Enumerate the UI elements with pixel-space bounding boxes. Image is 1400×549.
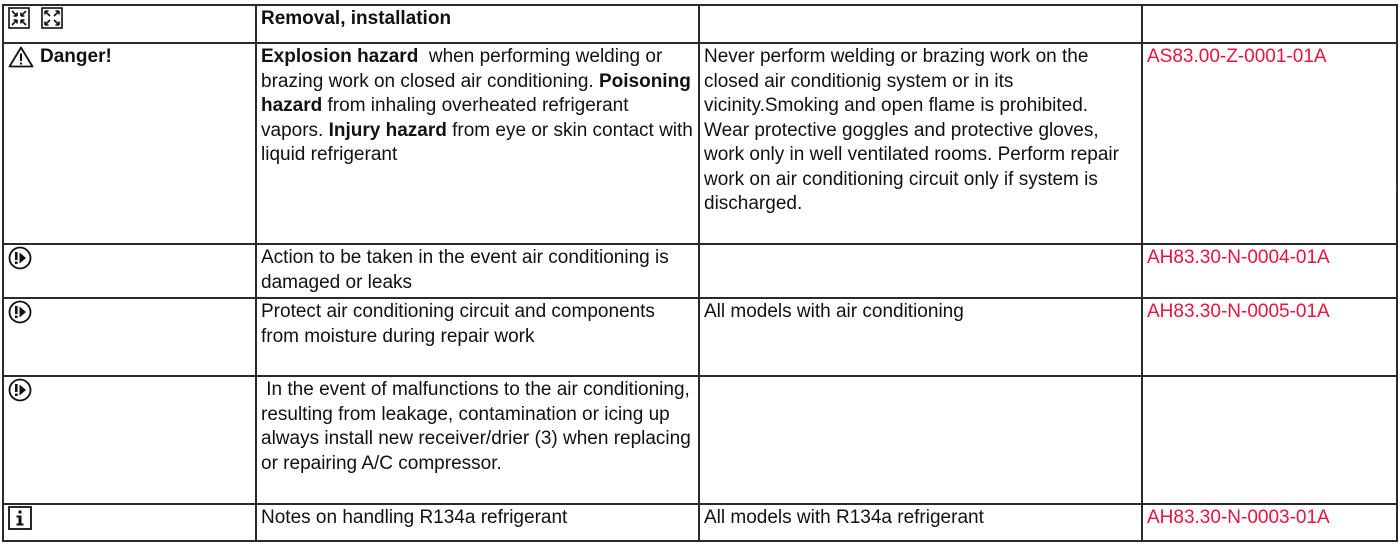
applies-to-cell bbox=[699, 244, 1142, 298]
icon-cell bbox=[3, 298, 256, 376]
hazard-title: Injury hazard bbox=[328, 119, 447, 141]
icon-cell bbox=[3, 504, 256, 541]
table-row bbox=[3, 504, 1397, 541]
hazard-text: when performing welding or brazing work on closed air conditioning. bbox=[261, 46, 668, 92]
header-empty-cell bbox=[1142, 5, 1397, 43]
header-empty-cell bbox=[699, 5, 1142, 43]
applies-to-cell bbox=[699, 376, 1142, 504]
notice-circle-icon bbox=[8, 300, 32, 324]
row-description: Notes on handling R134a refrigerant bbox=[256, 504, 699, 541]
applies-to-cell: All models with air conditioning bbox=[699, 298, 1142, 376]
header-icon-cell bbox=[3, 5, 256, 43]
notice-circle-icon bbox=[8, 378, 32, 402]
document-reference-link[interactable]: AS83.00-Z-0001-01A bbox=[1142, 43, 1397, 244]
applies-to-cell: Never perform welding or brazing work on the closed air conditionig system or in its vicinity.Smoking and open flame is prohibited. Wear protective goggles and protective gloves, work only in well ventilated rooms. Perform repair work on air conditioning circuit only if system is discharged. bbox=[699, 43, 1142, 244]
table-row bbox=[3, 298, 1397, 376]
icon-cell bbox=[3, 244, 256, 298]
table-row bbox=[3, 43, 1397, 244]
table-row bbox=[3, 244, 1397, 298]
danger-label: Danger! bbox=[40, 46, 112, 67]
hazard-text: from eye or skin contact with liquid refrigerant bbox=[261, 119, 693, 165]
header-title: Removal, installation bbox=[256, 5, 699, 43]
danger-cell bbox=[3, 43, 256, 244]
document-reference-link[interactable]: AH83.30-N-0003-01A bbox=[1142, 504, 1397, 541]
removal-icon bbox=[8, 7, 30, 29]
document-reference-cell bbox=[1142, 376, 1397, 504]
hazard-description bbox=[256, 43, 699, 244]
document-reference-link[interactable]: AH83.30-N-0004-01A bbox=[1142, 244, 1397, 298]
hazard-title: Poisoning hazard bbox=[261, 70, 691, 116]
edge-mark bbox=[1396, 180, 1398, 193]
document-reference-link[interactable]: AH83.30-N-0005-01A bbox=[1142, 298, 1397, 376]
hazard-text: from inhaling overheated refrigerant vapors. bbox=[261, 95, 629, 141]
procedure-table bbox=[2, 4, 1398, 542]
row-description: Action to be taken in the event air conditioning is damaged or leaks bbox=[256, 244, 699, 298]
notice-circle-icon bbox=[8, 246, 32, 270]
icon-cell bbox=[3, 376, 256, 504]
table-row bbox=[3, 376, 1397, 504]
warning-triangle-icon bbox=[8, 46, 34, 68]
row-description: Protect air conditioning circuit and components from moisture during repair work bbox=[256, 298, 699, 376]
installation-icon bbox=[41, 7, 63, 29]
info-icon bbox=[8, 506, 32, 530]
table-header-row bbox=[3, 5, 1397, 43]
hazard-title: Explosion hazard bbox=[261, 46, 419, 67]
applies-to-cell: All models with R134a refrigerant bbox=[699, 504, 1142, 541]
row-description: In the event of malfunctions to the air conditioning, resulting from leakage, contamination or icing up always install new receiver/drier (3) when replacing or repairing A/C compressor. bbox=[256, 376, 699, 504]
